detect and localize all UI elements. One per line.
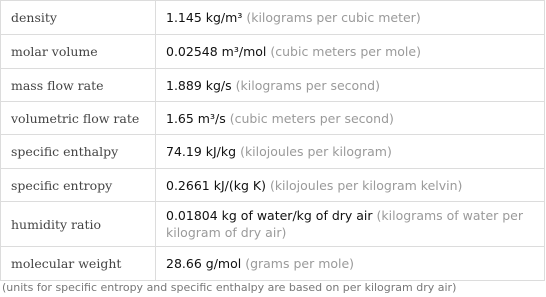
property-value: 0.01804 kg of water/kg of dry air <box>166 208 373 223</box>
table-row <box>1 1 545 35</box>
property-name: molar volume <box>1 35 156 69</box>
property-value-cell <box>156 202 545 247</box>
property-value-cell <box>156 102 545 135</box>
unit-description: (cubic meters per second) <box>229 110 394 126</box>
unit-description: (kilograms per cubic meter) <box>246 10 421 25</box>
property-value: 0.2661 kJ/(kg K) <box>166 177 266 193</box>
property-value: 1.889 kg/s <box>166 77 232 93</box>
table-row <box>1 202 545 247</box>
table-row <box>1 247 545 281</box>
property-name: volumetric flow rate <box>1 102 156 135</box>
unit-description: (grams per mole) <box>245 256 355 271</box>
property-name: molecular weight <box>1 247 156 281</box>
property-value: 74.19 kJ/kg <box>166 144 237 159</box>
table-row <box>1 135 545 169</box>
table-row <box>1 35 545 69</box>
unit-description: (kilograms of water per kilogram of dry air) <box>166 208 524 240</box>
unit-description: (kilojoules per kilogram kelvin) <box>269 177 463 193</box>
table-row <box>1 169 545 202</box>
table-row <box>1 69 545 102</box>
property-value-cell <box>156 135 545 169</box>
footnote: (units for specific entropy and specific enthalpy are based on per kilogram dry air) <box>2 281 457 294</box>
unit-description: (kilograms per second) <box>235 77 380 93</box>
unit-description: (cubic meters per mole) <box>270 44 421 59</box>
property-name: humidity ratio <box>1 202 156 247</box>
property-name: specific entropy <box>1 169 156 202</box>
property-name: density <box>1 1 156 35</box>
table-row <box>1 102 545 135</box>
property-value-cell <box>156 35 545 69</box>
property-value-cell <box>156 247 545 281</box>
property-value: 1.65 m³/s <box>166 110 226 126</box>
property-value-cell <box>156 1 545 35</box>
property-name: specific enthalpy <box>1 135 156 169</box>
property-value: 1.145 kg/m³ <box>166 10 243 25</box>
property-name: mass flow rate <box>1 69 156 102</box>
property-value-cell <box>156 69 545 102</box>
property-value: 0.02548 m³/mol <box>166 44 267 59</box>
property-value-cell <box>156 169 545 202</box>
unit-description: (kilojoules per kilogram) <box>240 144 392 159</box>
property-value: 28.66 g/mol <box>166 256 242 271</box>
